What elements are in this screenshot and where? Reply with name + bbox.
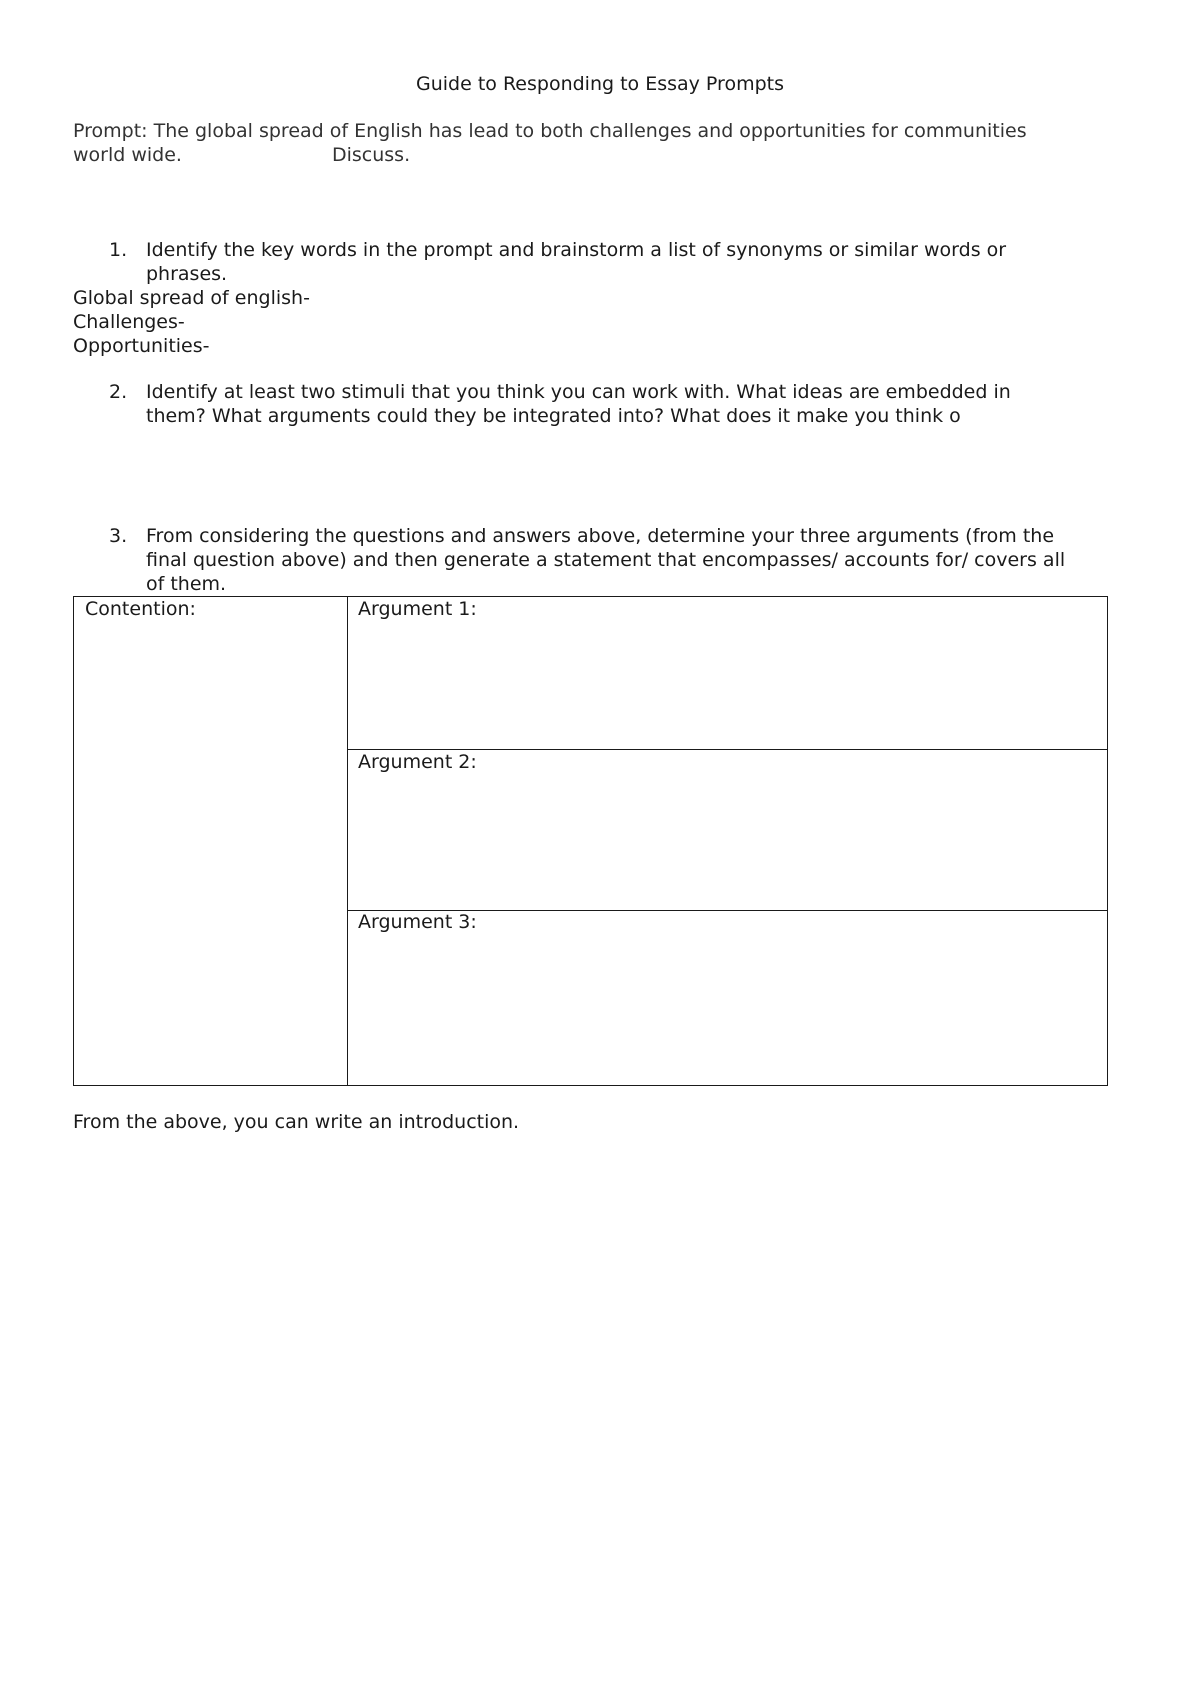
step-line: Identify at least two stimuli that you think you can work with. What ideas are embedded in bbox=[146, 381, 1011, 403]
keyword-opportunities: Opportunities- bbox=[73, 335, 210, 357]
keyword-global-spread: Global spread of english- bbox=[73, 287, 310, 309]
essay-prompt bbox=[73, 119, 1133, 167]
prompt-line-1: Prompt: The global spread of English has lead to both challenges and opportunities for communities bbox=[73, 120, 1027, 142]
keyword-challenges: Challenges- bbox=[73, 311, 185, 333]
step-number: 1. bbox=[109, 239, 128, 261]
step-number: 3. bbox=[109, 525, 128, 547]
prompt-world-wide: world wide. bbox=[73, 144, 182, 166]
argument-planning-table bbox=[73, 596, 1108, 1086]
argument-3-cell: Argument 3: bbox=[358, 911, 477, 933]
step-text bbox=[146, 524, 1200, 596]
step-line: Identify the key words in the prompt and brainstorm a list of synonyms or similar words or bbox=[146, 239, 1007, 261]
closing-note: From the above, you can write an introduction. bbox=[73, 1111, 520, 1133]
step-line: them? What arguments could they be integrated into? What does it make you think o bbox=[146, 405, 961, 427]
step-line: final question above) and then generate a statement that encompasses/ accounts for/ covers all bbox=[146, 549, 1066, 571]
step-number: 2. bbox=[109, 381, 128, 403]
step-line: phrases. bbox=[146, 263, 228, 285]
contention-cell: Contention: bbox=[85, 598, 196, 620]
step-line: From considering the questions and answers above, determine your three arguments (from the bbox=[146, 525, 1055, 547]
table-column-divider bbox=[347, 597, 348, 1085]
step-line: of them. bbox=[146, 573, 227, 595]
step-text bbox=[146, 380, 1200, 428]
argument-2-cell: Argument 2: bbox=[358, 751, 477, 773]
keyword-list bbox=[73, 286, 673, 358]
prompt-line-2 bbox=[73, 143, 1133, 167]
prompt-discuss: Discuss. bbox=[331, 144, 411, 166]
page-title: Guide to Responding to Essay Prompts bbox=[416, 73, 784, 95]
argument-1-cell: Argument 1: bbox=[358, 598, 477, 620]
step-text bbox=[146, 238, 1200, 286]
